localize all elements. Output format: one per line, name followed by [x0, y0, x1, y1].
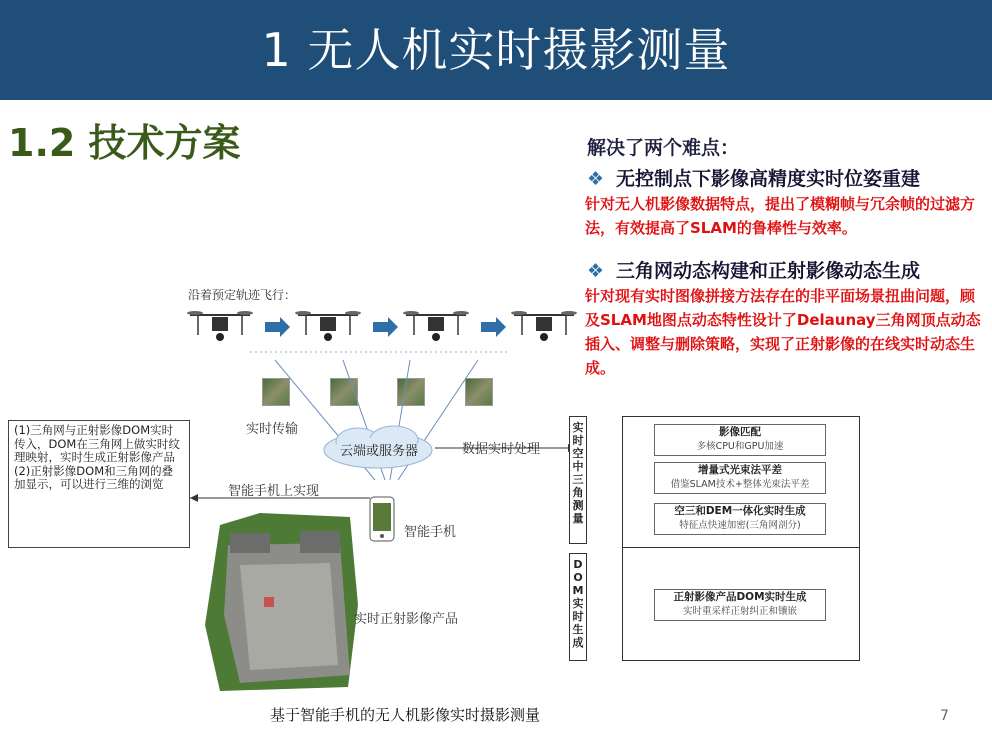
page-number: 7	[940, 708, 949, 724]
point-2-desc: 针对现有实时图像拼接方法存在的非平面场景扭曲问题，顾及SLAM地图点动态特性设计了Delaunay三角网顶点动态插入、调整与删除策略，实现了正射影像的在线实时动态生成。	[585, 287, 981, 377]
smartphone-icon	[368, 496, 396, 542]
step-title: 正射影像产品DOM实时生成	[673, 591, 807, 603]
left-note-text: (1)三角网与正射影像DOM实时传入，DOM在三角网上做实时纹理映射，实时生成正射影像产品 (2)正射影像DOM和三角网的叠加显示，可以进行三维的浏览	[14, 423, 180, 491]
step-image-matching	[654, 424, 826, 456]
diamond-bullet-icon: ❖	[587, 168, 605, 190]
phone-impl-label: 智能手机上实现	[228, 484, 320, 499]
vbox1-text: 实 时 空 中 三 角 测 量	[572, 421, 584, 525]
step-dom-generation	[654, 589, 826, 621]
cloud-label: 云端或服务器	[340, 444, 419, 459]
point-1-title: 无控制点下影像高精度实时位姿重建	[616, 168, 921, 190]
step-sub: 特征点快速加密(三角网剖分)	[679, 520, 801, 531]
point-2-title-row	[587, 256, 920, 283]
step-bundle-adjustment	[654, 462, 826, 494]
aerotriangulation-vbox	[569, 416, 587, 544]
point-1-title-row	[587, 164, 920, 191]
flight-label: 沿着预定轨迹飞行：	[188, 288, 297, 302]
section-title: 1.2 技术方案	[8, 121, 241, 165]
step-sub: 实时重采样正射纠正和镶嵌	[682, 606, 797, 617]
slide-title: 1 无人机实时摄影测量	[261, 23, 731, 77]
left-note-box	[8, 420, 190, 548]
point-1-desc: 针对无人机影像数据特点，提出了模糊帧与冗余帧的过滤方法，有效提高了SLAM的鲁棒性与效率。	[585, 195, 976, 237]
figure-caption: 基于智能手机的无人机影像实时摄影测量	[270, 706, 541, 724]
step-dem-generation	[654, 503, 826, 535]
dom-vbox	[569, 553, 587, 661]
orthophoto-image	[200, 505, 360, 695]
right-heading: 解决了两个难点：	[587, 137, 740, 159]
step-sub: 多核CPU和GPU加速	[696, 441, 784, 452]
ortho-product-label: 实时正射影像产品	[354, 612, 459, 627]
realtime-transfer-label: 实时传输	[246, 422, 299, 437]
diamond-bullet-icon: ❖	[587, 260, 605, 282]
phone-label: 智能手机	[404, 525, 457, 540]
point-2-title: 三角网动态构建和正射影像动态生成	[616, 260, 921, 282]
vbox2-text: D O M 实 时 生 成	[572, 558, 584, 649]
step-title: 空三和DEM一体化实时生成	[674, 505, 806, 517]
step-title: 增量式光束法平差	[698, 464, 782, 476]
data-processing-label: 数据实时处理	[462, 442, 541, 457]
step-title: 影像匹配	[719, 426, 761, 438]
step-sub: 借鉴SLAM技术+整体光束法平差	[670, 479, 810, 490]
